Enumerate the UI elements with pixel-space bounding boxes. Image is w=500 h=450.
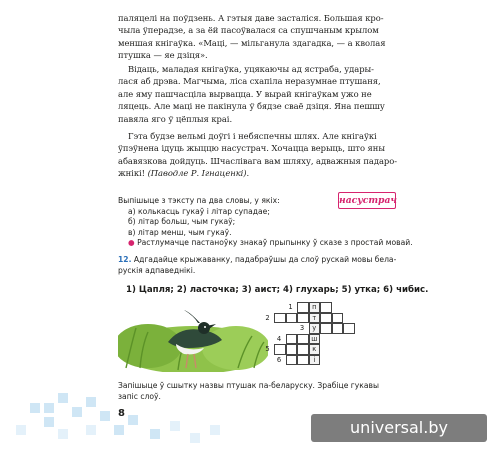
- crossword-row-number: 1: [288, 303, 293, 311]
- text-line: птушка — яе дзіця».: [118, 50, 208, 61]
- story-paragraph-2: [118, 63, 418, 125]
- text-line: павяла яго ў цёплыя краі.: [118, 113, 233, 124]
- crossword-key-cell[interactable]: т: [309, 313, 321, 324]
- crossword-cell[interactable]: [274, 313, 286, 324]
- exercise-instruction-line: рускія адпаведнікі.: [118, 265, 196, 275]
- exercise-instruction-line: Адгадайце крыжаванку, падабраўшы да слоў рускай мовы бела-: [133, 255, 397, 264]
- page-number: 8: [118, 408, 125, 419]
- lapwing-illustration: [118, 298, 268, 372]
- bullet-dot-icon: ●: [128, 238, 135, 247]
- task-option-a: а) колькасць гукаў і літар супадае;: [128, 206, 270, 216]
- text-line: Гэта будзе вельмі доўгі і небяспечны шлях. Але кнігаўкі: [128, 131, 377, 141]
- text-line: жнікі!: [118, 168, 145, 179]
- task-bullet-text: Растлумачце пастаноўку знакаў прыпынку ў сказе з простай мовай.: [137, 238, 413, 247]
- text-line: меншая кнігаўка. «Маці, — мільганула здагадка, — а кволая: [118, 37, 386, 48]
- crossword-cell[interactable]: [320, 302, 332, 313]
- text-line: абавязкова дойдуць. Шчаслівага вам шляху, адважныя падаро-: [118, 155, 397, 166]
- crossword-cell[interactable]: [286, 355, 298, 366]
- task-option-c: в) літар менш, чым гукаў.: [128, 227, 232, 237]
- crossword-row-number: 6: [276, 355, 282, 364]
- text-line: паляцелі на поўдзень. А гэтыя даве засталіся. Большая кро-: [118, 13, 384, 23]
- task-option-b: б) літар больш, чым гукаў;: [128, 217, 236, 226]
- crossword-key-cell[interactable]: і: [309, 355, 321, 366]
- crossword-row-number: 4: [276, 334, 282, 343]
- exercise-word-list: 1) Цапля; 2) ласточка; 3) аист; 4) глухарь; 5) утка; 6) чибис.: [126, 285, 429, 295]
- exercise-footer-line: запіс слоў.: [118, 391, 161, 401]
- exercise-number: 12.: [118, 255, 132, 264]
- task-intro: Выпішыце з тэксту па два словы, у якіх:: [118, 196, 280, 205]
- crossword-cell[interactable]: [320, 313, 332, 324]
- crossword-cell[interactable]: [332, 313, 344, 324]
- text-line: лася аб дрэва. Магчыма, ліса схапіла неразумнае птушаня,: [118, 76, 381, 87]
- text-line: ўпэўнена ідуць жыццю насустрач. Хочацца верыць, што яны: [118, 143, 385, 154]
- story-paragraph-3: [118, 130, 418, 180]
- crossword-row-number: 3: [299, 324, 305, 332]
- crossword-cell[interactable]: [332, 323, 344, 334]
- crossword-cell[interactable]: [286, 313, 298, 324]
- crossword-key-cell[interactable]: ш: [309, 334, 321, 345]
- crossword-cell[interactable]: [297, 313, 309, 324]
- crossword-cell[interactable]: [297, 344, 309, 355]
- crossword-cell[interactable]: [286, 344, 298, 355]
- crossword-cell[interactable]: [343, 323, 355, 334]
- story-source: (Паводле Р. Ігнаценкі).: [147, 168, 250, 179]
- decorative-squares: [0, 385, 300, 450]
- text-line: Відаць, маладая кнігаўка, уцякаючы ад ястраба, удары-: [128, 64, 374, 74]
- crossword-cell[interactable]: [320, 323, 332, 334]
- exercise-footer-line: Запішыце ў сшытку назвы птушак па-беларуску. Зрабіце гукавы: [118, 381, 379, 390]
- crossword-key-cell[interactable]: п: [309, 302, 321, 313]
- text-line: ляцець. Але маці не пакінула ў бядзе сваё дзіця. Яна пешшу: [118, 101, 385, 112]
- vocabulary-hint-tag: насустрач: [338, 192, 396, 209]
- crossword-cell[interactable]: [297, 355, 309, 366]
- story-paragraph-1: [118, 12, 418, 62]
- crossword-cell[interactable]: [297, 302, 309, 313]
- site-watermark: universal.by: [311, 414, 487, 442]
- crossword-key-cell[interactable]: у: [309, 323, 321, 334]
- crossword-key-cell[interactable]: к: [309, 344, 321, 355]
- crossword-row-number: 5: [265, 345, 270, 353]
- crossword-cell[interactable]: [274, 344, 286, 355]
- crossword-row-number: 2: [265, 313, 270, 322]
- crossword-cell[interactable]: [297, 334, 309, 345]
- exercise-header: [118, 255, 418, 276]
- text-line: чыла ўперадзе, а за ёй пасоўвалася са спушчаным крылом: [118, 25, 379, 36]
- text-line: але яму пашчасціла вырвацца. У вырай кнігаўкам ужо не: [118, 88, 372, 99]
- crossword-cell[interactable]: [286, 334, 298, 345]
